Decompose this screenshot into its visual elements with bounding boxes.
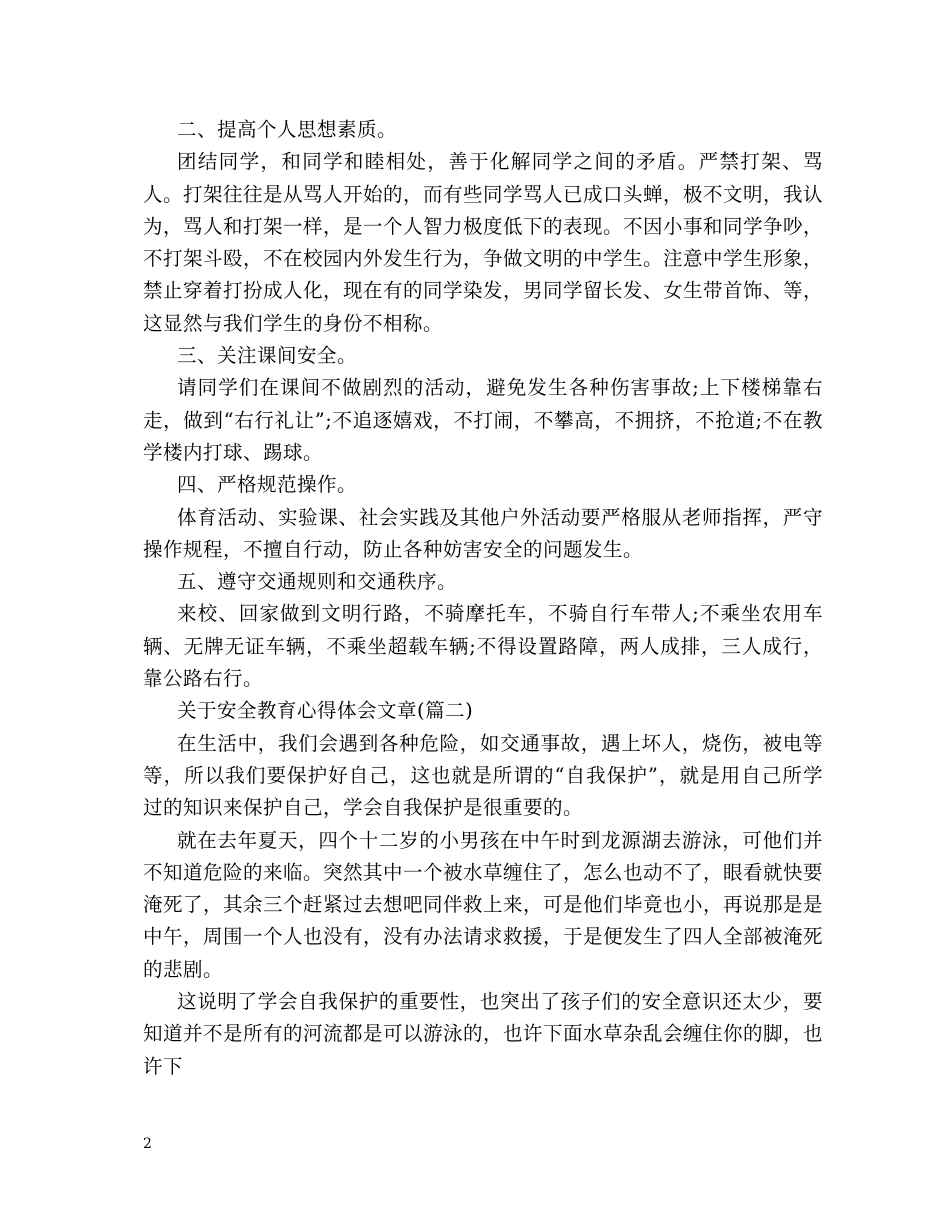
section-heading-3: 三、关注课间安全。 (177, 344, 358, 368)
article-subtitle: 关于安全教育心得体会文章(篇二) (177, 699, 474, 723)
paragraph-operation-rules: 体育活动、实验课、社会实践及其他户外活动要严格服从老师指挥，严守操作规程，不擅自行动，防止各种妨害安全的问题发生。 (143, 505, 823, 561)
paragraph-self-protection: 在生活中，我们会遇到各种危险，如交通事故，遇上坏人，烧伤，被电等等，所以我们要保护好自己，这也就是所谓的“自我保护”，就是用自己所学过的知识来保护自己，学会自我保护是很重要的。 (143, 731, 823, 820)
section-heading-2: 二、提高个人思想素质。 (177, 118, 398, 141)
paragraph-drowning-story: 就在去年夏天，四个十二岁的小男孩在中午时到龙源湖去游泳，可他们并不知道危险的来临。突然其中一个被水草缠住了，怎么也动不了，眼看就快要淹死了，其余三个赶紧过去想吧同伴救上来，可是他们毕竟也小，再说那是是中午，周围一个人也没有，没有办法请求救援，于是便发生了四人全部被淹死的悲剧。 (143, 828, 824, 981)
paragraph-traffic-rules: 来校、回家做到文明行路，不骑摩托车，不骑自行车带人;不乘坐农用车辆、无牌无证车辆，不乘坐超载车辆;不得设置路障，两人成排，三人成行，靠公路右行。 (143, 602, 823, 691)
section-heading-4: 四、严格规范操作。 (177, 473, 358, 497)
document-body (143, 114, 823, 1083)
paragraph-unity: 团结同学，和同学和睦相处，善于化解同学之间的矛盾。严禁打架、骂人。打架往往是从骂人开始的，而有些同学骂人已成口头蝉，极不文明，我认为，骂人和打架一样，是一个人智力极度低下的表现。不因小事和同学争吵，不打架斗殴，不在校园内外发生行为，争做文明的中学生。注意中学生形象，禁止穿着打扮成人化，现在有的同学染发，男同学留长发、女生带首饰、等，这显然与我们学生的身份不相称。 (143, 150, 824, 335)
page-number: 2 (143, 1136, 152, 1152)
section-heading-5: 五、遵守交通规则和交通秩序。 (177, 570, 458, 594)
paragraph-break-safety: 请同学们在课间不做剧烈的活动，避免发生各种伤害事故;上下楼梯靠右走，做到“右行礼让”;不追逐嬉戏，不打闹，不攀高，不拥挤，不抢道;不在教学楼内打球、踢球。 (143, 376, 823, 464)
paragraph-safety-awareness: 这说明了学会自我保护的重要性，也突出了孩子们的安全意识还太少，要知道并不是所有的河流都是可以游泳的，也许下面水草杂乱会缠住你的脚，也许下 (143, 990, 824, 1078)
